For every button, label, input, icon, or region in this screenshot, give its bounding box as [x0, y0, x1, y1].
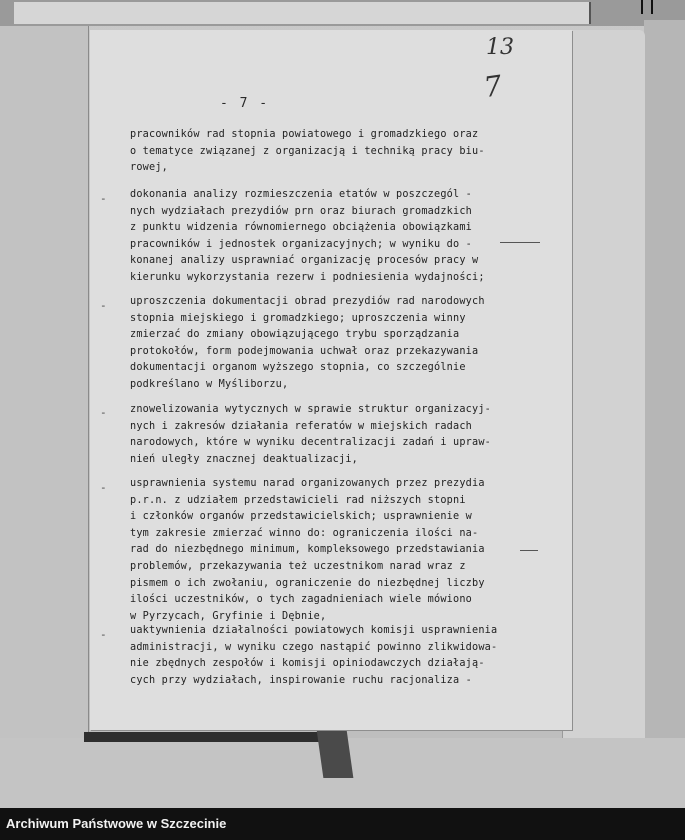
- bullet-mark: -: [100, 481, 107, 494]
- paragraph-2: dokonania analizy rozmieszczenia etatów w poszczegól - nych wydziałach prezydiów prn oraz biurach gromadzkich z punktu widzenia równomiernego obciążenia obowiązkami pracowników i jednostek organizacyjnych; w wyniku do - konanej analizy usprawniać organizację procesów pracy w kierunku wykorzystania rezerw i podniesienia wydajności;: [130, 189, 485, 283]
- archive-number: 13: [486, 35, 514, 60]
- handwritten-mark: 7: [481, 68, 505, 105]
- bullet-mark: -: [100, 299, 107, 312]
- typed-page: [90, 30, 572, 730]
- underlying-sheet: [562, 30, 645, 750]
- archive-label: Archiwum Państwowe w Szczecinie: [6, 816, 227, 831]
- margin-line-1: [500, 242, 540, 243]
- top-strip: [0, 0, 685, 26]
- margin-line-2: [520, 550, 538, 551]
- corner-mark: [641, 0, 653, 14]
- archive-footer: [0, 808, 685, 840]
- page-fold-shadow: [84, 732, 320, 742]
- paragraph-6: uaktywnienia działalności powiatowych komisji usprawnienia administracji, w wyniku czego nastąpić powinno zlikwidowa- nie zbędnych zespołów i komisji opiniodawczych działają- cych przy wydziałach, inspirowanie ruchu racjonaliza -: [130, 625, 498, 686]
- left-margin: [0, 26, 89, 746]
- bullet-mark: -: [100, 628, 107, 641]
- paragraph-1: pracowników rad stopnia powiatowego i gromadzkiego oraz o tematyce związanej z organizacją i techniką pracy biu- rowej,: [130, 129, 485, 174]
- page-number: - 7 -: [220, 96, 270, 111]
- previous-page-edge: [14, 2, 591, 24]
- bullet-mark: -: [100, 192, 107, 205]
- paragraph-3: uproszczenia dokumentacji obrad prezydiów rad narodowych stopnia miejskiego i gromadzkiego; uproszczenia winny zmierzać do zmiany obowiązującego trybu sporządzania protokołów, form podejmowania uchwał oraz przekazywania dokumentacji organom wyższego stopnia, co szczególnie podkreślano w Myśliborzu,: [130, 296, 485, 390]
- paragraph-5: usprawnienia systemu narad organizowanych przez prezydia p.r.n. z udziałem przedstawicieli rad niższych stopni i członków organów przedstawicielskich; usprawnienie w tym zakresie zmierzać winno do: ograniczenia ilości na- rad do niezbędnego minimum, kompleksowego przedstawiania problemów, przekazywania też uczestnikom narad wraz z pismem o ich zwołaniu, ograniczenie do niezbędnej liczby ilości uczestników, o tych zagadnieniach wiele mówiono w Pyrzycach, Gryfinie i Dębnie,: [130, 478, 485, 622]
- right-edge: [644, 20, 685, 750]
- paragraph-4: znowelizowania wytycznych w sprawie struktur organizacyj- nych i zakresów działania referatów w miejskich radach narodowych, które w wyniku decentralizacji zadań i upraw- nień uległy znacznej deaktualizacji,: [130, 404, 492, 465]
- bullet-mark: -: [100, 406, 107, 419]
